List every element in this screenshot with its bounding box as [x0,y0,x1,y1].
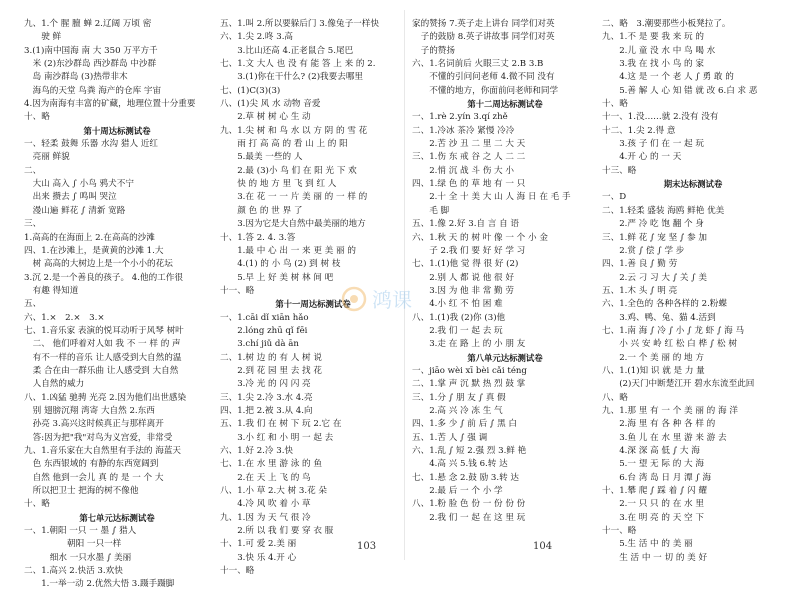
answer-line: 十二、1.尖 2.得 意 [602,125,676,136]
answer-line: 十一、略 [220,566,255,577]
answer-line: 答:因为把"我"对鸟为义宫爱，非常受 [24,432,173,443]
answer-line: 4.深 深 高 低 ∫ 大 海 [602,446,700,456]
answer-line: 1.高高的在海面上 2.在高高的沙滩 [24,232,155,243]
answer-line: 四、1.把 2.被 3.从 4.向 [220,405,313,416]
answer-line: 别 翅膀沉翔 湾寄 大自然 2.东西 [24,405,155,416]
answer-line: 3.走 在 路 上 的 小 朋 友 [412,339,526,350]
answer-line: 2.草 树 树 心 生 动 [220,112,311,123]
answer-line: 子 2.我 们 要 好 好 学 习 [412,245,526,256]
answer-line: 4.(1) 的 小 鸟 (2) 到 树 枝 [220,259,341,270]
answer-line: 2.高 兴 冷 冻 生 气 [412,405,503,416]
answer-line: 4.开 心 的 一 天 [602,152,682,163]
answer-line: 3.因为它是大自然中最美丽的地方 [220,219,366,230]
answer-line: 一、1.cāi dǐ xiān hǎo [220,312,309,323]
answer-line: 五、1.叫 2.所以要躲后门 3.像兔子一样快 [220,19,379,29]
answer-line: 九、1.个 腥 膻 蝉 2.辽阔 万顷 密 [24,19,152,29]
answer-line: 六、1.名词前后 火眼三丈 2.B 3.B [412,59,544,70]
answer-line: 十三、略 [602,165,637,176]
answer-line: 1.最 中 心 出 一 来 更 美 丽 的 [220,245,356,256]
answer-line: 2.我 们 一 起 在 这 里 玩 [412,512,526,523]
answer-line: 海鸟的天堂 鸟粪 海产的仓库 宇宙 [24,85,162,96]
answer-line: 不懂的引问问老师 4.微不同 没有 [412,72,555,83]
answer-line: 二、 [24,165,42,176]
answer-line: 六、1.全色的 各种各样的 2.粉蝶 [602,299,727,310]
text-column-1 [24,18,210,592]
watermark-text: 鸿课 [372,288,412,312]
answer-line: 2.严 冷 吃 饱 翻 个 身 [602,219,704,230]
answer-line: 生 活 中 一 切 的 美 好 [602,552,708,563]
answer-line: 2.赏 ∫ 偿 ∫ 学 步 [602,245,685,256]
answer-line: 二、1.冷冰 茶冷 紧慢 冷冷 [412,125,515,136]
answer-line: 3.(1)南中国海 南 大 350 万平方千 [24,45,158,56]
answer-line: 4.这 是 一 个 老 人 ∫ 勇 敢 的 [602,72,734,83]
answer-line: 5.生 活 中 的 美 丽 [602,539,693,550]
answer-line: 八、1.(1)知 识 就 是 力 量 [602,365,705,376]
answer-line: 3.比山还高 4.正老鼠合 5.尾巴 [220,45,354,56]
answer-line: 3.我 在 找 小 鸟 的 家 [602,59,704,70]
answer-line: 六、1.乱 ∫ 短 2.强 烈 3.鲜 艳 [412,446,527,456]
answer-line: 3.在 明 亮 的 天 空 下 [602,512,704,523]
answer-line: 2.别 人 都 说 他 很 好 [412,272,514,283]
answer-line: 一、轻柔 鼓舞 乐器 水沟 猎人 近红 [24,139,158,150]
answer-line: 毛 脚 [412,205,450,216]
answer-line: 2.苦 沙 丑 二 里 二 大 天 [412,139,526,150]
answer-line: 3.冷 光 的 闪 闪 亮 [220,379,311,390]
answer-line: 十、1.可 爱 2.美 丽 [220,539,297,550]
section-heading: 第十一周达标测试卷 [275,299,351,310]
answer-line: 一、1.朝阳 一只 一 墨 ∫ 猎人 [24,526,137,537]
answer-line: 3.沉 2.是一个善良的孩子。 4.他的工作很 [24,272,183,283]
answer-line: 细水 一只水墨 ∫ 美丽 [24,552,132,563]
answer-line: 5.最美 一些的 人 [220,152,303,163]
answer-line: 2.一 个 美 丽 的 地 方 [602,352,704,363]
answer-line: 七、1.悬 念 2.鼓 励 3.转 达 [412,472,520,483]
answer-line: 4.小 红 不 怕 困 难 [412,299,503,310]
answer-line: 2.悄 沉 战 斗 伤 大 小 [412,165,514,176]
answer-line: 七、1.在 水 里 游 泳 的 鱼 [220,459,322,470]
answer-line: 快 的 地 方 里 飞 到 红 人 [220,179,337,190]
answer-line: 人自然的威力 [24,379,85,390]
answer-line: 十、略 [602,99,628,110]
answer-line: 1.一举一动 2.优然大悟 3.蹑手蹑脚 [24,579,175,590]
answer-line: 2.十 全 十 美 大 山 人 海 日 在 毛 手 [412,192,571,203]
answer-line: 五、1.苦 人 ∫ 强 调 [412,432,488,443]
answer-line: 亮丽 鲜貌 [24,152,70,163]
answer-line: 子的赞扬 [412,45,455,56]
answer-line: 5.善 解 人 心 知 错 就 改 6.白 求 恶 [602,85,758,96]
section-heading: 第七单元达标测试卷 [79,512,155,523]
answer-line: (2)天门中断楚江开 碧水东流至此回 [602,379,755,390]
answer-line: 6.台 湾 岛 日 月 潭 ∫ 海 [602,472,712,483]
answer-line: 孙亮 3.高兴这时候真正与那样离开 [24,419,164,430]
answer-line: 三、1.鲜 花 ∫ 宠 坚 ∫ 参 加 [602,232,708,243]
answer-line: 3.因 为 他 非 常 勤 劳 [412,285,514,296]
section-heading: 第十周达标测试卷 [83,125,151,136]
answer-line: 六、1.秋 天 的 树 叶 像 一 个 小 金 [412,232,548,243]
answer-line: 九、1.音乐家在大自然里有手法的 海蓝天 [24,446,182,456]
answer-line: 二、 他们呼着对人如 我 不 一 样 的 声 [24,339,181,350]
answer-line: 柔 合在由一群乐曲 让人感受到 大自然 [24,365,179,376]
answer-line: 二、1.高兴 2.快活 3.欢快 [24,566,123,577]
answer-line: 小 兴 安 岭 红 松 白 桦 ∫ 松 树 [602,339,737,350]
answer-line: 2.最 后 一 个 小 学 [412,486,503,497]
answer-line: 3.chí jiǔ dà ān [220,339,299,350]
answer-line: 五、1.木 头 ∫ 明 亮 [602,285,678,296]
answer-line: 七、(1)C(3)(3) [220,85,281,96]
answer-line: 九、1.尖 树 和 鸟 水 以 方 阴 的 雪 花 [220,125,368,136]
answer-line: 十一、1.没……就 2.没有 没有 [602,112,719,123]
answer-line: 2.在 天 上 飞 的 鸟 [220,472,311,483]
answer-line: 树 高高的大树边上是一个小小的花坛 [24,259,173,270]
answer-line: 2.最 (3)小 鸟 们 在 阳 光 下 欢 [220,165,357,176]
answer-line: 六、1.尖 2.咚 3.高 [220,32,294,43]
answer-line: 二、1.树 边 的 有 人 树 说 [220,352,322,363]
answer-line: 四、1.善 良 ∫ 勤 劳 [602,259,678,270]
answer-line: 2.云 刁 习 大 ∫ 关 ∫ 美 [602,272,708,283]
answer-line: 八、1.凶猛 驰骋 光亮 2.因为他们出世感染 [24,392,187,403]
answer-line: 3.鸡、鸭、兔、猫 4.活到 [602,312,716,323]
answer-line: 有不一样的音乐 让人感受到大自然的温 [24,352,182,363]
answer-line: 一、jiāo wèi xī bèi cǎi téng [412,365,527,376]
answer-line: 2.海 里 有 各 种 各 样 的 [602,419,716,430]
answer-line: 驶 鲜 [24,32,62,43]
section-heading: 第十二周达标测试卷 [467,99,543,110]
answer-line: 四、1.绿 色 的 草 地 有 一 只 [412,179,526,190]
answer-line: 2.所 以 我 们 要 穿 衣 服 [220,526,334,537]
answer-line: 岛 南沙群岛 (3)热带非木 [24,72,128,83]
answer-line: 七、1.文 大人 也 没 有 能 答 上 来 的 2. [220,59,376,70]
answer-line: 2.儿 童 没 水 中 鸟 喝 水 [602,45,716,56]
answer-line: 五、1.像 2.好 3.自 言 自 语 [412,219,520,230]
answer-line: 七、1.南 海 ∫ 冷 ∫ 小 ∫ 龙 虾 ∫ 海 马 [602,325,745,336]
answer-line: 朝阳 一只一样 [24,539,122,550]
answer-line: 七、1.(1)他 觉 得 很 好 (2) [412,259,519,270]
answer-line: 十、1.攀 爬 ∫ 踩 着 ∫ 闪 耀 [602,486,708,497]
answer-line: 所以把卫士 把海的树不像他 [24,486,139,497]
answer-line: 四、1.多 少 ∫ 前 后 ∫ 黑 白 [412,419,518,430]
answer-line: 4.冷 风 吹 着 小 草 [220,499,311,510]
answer-line: 漫山遍 鲜花 ∫ 清新 宽路 [24,205,126,216]
answer-line: 颜 色 的 世 界 了 [220,205,303,216]
answer-line: 2.到 花 园 里 去 找 花 [220,365,322,376]
page-number-left: 103 [357,541,377,552]
answer-line: 2.一 只 只 的 在 水 里 [602,499,704,510]
answer-line: 2.我 们 一 起 去 玩 [412,325,503,336]
answer-line: 出来 攒去 ∫ 鸣叫 哭泣 [24,192,117,203]
answer-line: 雨 打 高 高 的 看 山 上 的 阳 [220,139,348,150]
answer-line: 5.早 上 好 美 树 林 间 吧 [220,272,334,283]
section-heading: 第八单元达标测试卷 [467,352,543,363]
answer-line: 九、1.因 为 天 气 很 冷 [220,512,311,523]
answer-line: 八、1.粉 脸 色 份 一 份 份 份 [412,499,526,510]
answer-line: 3.快 乐 4.开 心 [220,552,297,563]
section-heading: 期末达标测试卷 [663,179,723,190]
answer-line: 十、略 [24,499,50,510]
text-column-3 [412,18,598,525]
answer-line: 大山 高入 ∫ 小鸟 鸦犬不宁 [24,179,134,190]
answer-line: 三、1.分 ∫ 朋 友 ∫ 真 假 [412,392,506,403]
answer-line: 2.lóng zhū qǐ fēi [220,325,308,336]
answer-line: 六、1.好 2.冷 3.快 [220,446,294,456]
answer-line: 八、略 [602,392,628,403]
answer-line: 5.一 望 无 际 的 大 海 [602,459,704,470]
watermark-logo [340,282,460,316]
answer-line: 五、 [24,299,42,310]
answer-line: 3.在 花 一 一 片 美 丽 的 一 样 的 [220,192,368,203]
answer-line: 十、略 [24,112,50,123]
answer-line: 三、 [24,219,42,230]
answer-line: 九、1.那 里 有 一 个 美 丽 的 海 洋 [602,405,738,416]
answer-line: 二、1.掌 声 沉 默 热 烈 鼓 掌 [412,379,526,390]
answer-line: 八、(1)尖 风 水 动物 音爱 [220,99,321,110]
answer-line: 六、1.× 2.× 3.× [24,312,105,323]
page-number-right: 104 [533,541,553,552]
answer-line: 七、1.音乐家 表演的悦耳动听于风琴 树叶 [24,325,184,336]
answer-line: 家的赞扬 7.英子走上讲台 同学们对英 [412,19,555,29]
answer-line: 一、1.rè 2.yín 3.qí zhě [412,112,508,123]
answer-line: 3.小 红 和 小 明 一 起 去 [220,432,334,443]
answer-line: 4.因为南海有丰富的矿藏，地理位置十分重要 [24,99,196,110]
answer-line: 十一、略 [220,285,255,296]
answer-line: 有趣 得知道 [24,285,79,296]
answer-line: 一、D [602,192,627,203]
answer-line: 3.(1)你在干什么? (2)我要去哪里 [220,72,364,83]
answer-line: 四、1.在沙滩上，是黄黄的沙滩 1.大 [24,245,164,256]
answer-line: 九、1.不 是 要 我 来 玩 的 [602,32,704,43]
answer-line: 3.孩 子 们 在 一 起 玩 [602,139,704,150]
answer-line: 十、1.答 2. 4. 3.答 [220,232,296,243]
answer-line: 4.高 兴 5.钱 6.转 达 [412,459,508,470]
answer-line: 三、1.伤 东 戒 谷 之 人 二 二 [412,152,526,163]
answer-line: 三、1.尖 2.冷 3.水 4.亮 [220,392,313,403]
answer-line: 3.鱼 儿 在 水 里 游 来 游 去 [602,432,727,443]
answer-line: 米 (2)东沙群岛 西沙群岛 中沙群 [24,59,157,70]
answer-line: 子的鼓励 8.英子讲故事 同学们对英 [412,32,555,43]
answer-line: 自然 他到一会儿 真 的 是 一 个 大 [24,472,164,483]
answer-line: 二、1.轻柔 盛装 海鸥 鲜艳 优美 [602,205,725,216]
answer-line: 十一、略 [602,526,637,537]
answer-line: 八、1.(1)我 (2)你 (3)他 [412,312,506,323]
answer-line: 色 东西银域的 有静的东西宽阔到 [24,459,159,470]
answer-line: 五、1.我 们 在 树 下 玩 2.它 在 [220,419,342,430]
answer-line: 不懂的地方，你面前问老师和同学 [412,85,559,96]
answer-line: 二、略 3.潮要那些小板凳拉了。 [602,19,731,29]
text-column-4 [602,18,784,565]
answer-line: 八、1.小 草 2.大 树 3.花 朵 [220,486,328,497]
